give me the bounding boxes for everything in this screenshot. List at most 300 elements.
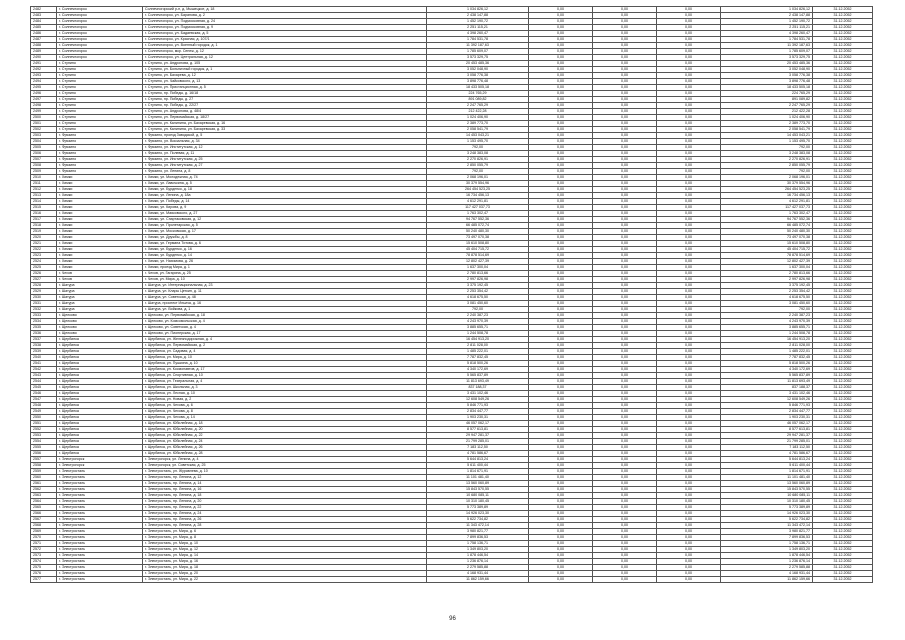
col7-cell: 0,00 [657, 463, 721, 469]
col6-cell: 0,00 [593, 277, 657, 283]
row-number-cell: 2540 [31, 355, 57, 361]
total-cell: 11 343 472,14 [721, 523, 813, 529]
col6-cell: 0,00 [593, 319, 657, 325]
col6-cell: 0,00 [593, 145, 657, 151]
date-cell: 31.12.2052 [813, 517, 873, 523]
col7-cell: 0,00 [657, 193, 721, 199]
col5-cell: 0,00 [529, 37, 593, 43]
col6-cell: 0,00 [593, 517, 657, 523]
address-cell: г. Химки, ул. Лавочкина, д. 5 [143, 181, 427, 187]
col6-cell: 0,00 [593, 253, 657, 259]
col6-cell: 0,00 [593, 559, 657, 565]
municipality-cell: г. Ступино [57, 73, 143, 79]
amount-cell: 2 068 196,01 [427, 175, 529, 181]
date-cell: 31.12.2052 [813, 445, 873, 451]
amount-cell: 2 834 447,77 [427, 409, 529, 415]
col7-cell: 0,00 [657, 505, 721, 511]
col5-cell: 0,00 [529, 355, 593, 361]
col6-cell: 0,00 [593, 457, 657, 463]
date-cell: 31.12.2052 [813, 457, 873, 463]
col7-cell: 0,00 [657, 325, 721, 331]
col5-cell: 0,00 [529, 91, 593, 97]
address-cell: г. Щербинка, ул. Чехова, д. 6 [143, 403, 427, 409]
row-number-cell: 2534 [31, 319, 57, 325]
municipality-cell: г. Щербинка [57, 421, 143, 427]
col7-cell: 0,00 [657, 19, 721, 25]
total-cell: 1 452 190,72 [721, 19, 813, 25]
col6-cell: 0,00 [593, 37, 657, 43]
row-number-cell: 2541 [31, 361, 57, 367]
col5-cell: 0,00 [529, 67, 593, 73]
total-cell: 12 608 549,26 [721, 397, 813, 403]
municipality-cell: г. Шатура [57, 289, 143, 295]
row-number-cell: 2562 [31, 487, 57, 493]
col6-cell: 0,00 [593, 229, 657, 235]
total-cell: 2 438 147,88 [721, 13, 813, 19]
col5-cell: 0,00 [529, 277, 593, 283]
address-cell: г. Фрязино, ул. Институтская, д. 12 [143, 145, 427, 151]
total-cell: 3 052 048,90 [721, 67, 813, 73]
date-cell: 31.12.2052 [813, 271, 873, 277]
date-cell: 31.12.2052 [813, 403, 873, 409]
total-cell: 891 089,82 [721, 97, 813, 103]
col5-cell: 0,00 [529, 145, 593, 151]
total-cell: 1 244 508,78 [721, 331, 813, 337]
municipality-cell: г. Ступино [57, 91, 143, 97]
amount-cell: 4 168 931,44 [427, 571, 529, 577]
row-number-cell: 2496 [31, 91, 57, 97]
row-number-cell: 2518 [31, 223, 57, 229]
col6-cell: 0,00 [593, 169, 657, 175]
date-cell: 31.12.2052 [813, 493, 873, 499]
municipality-cell: г. Щербинка [57, 343, 143, 349]
municipality-cell: г. Щербинка [57, 361, 143, 367]
row-number-cell: 2558 [31, 463, 57, 469]
date-cell: 31.12.2052 [813, 193, 873, 199]
date-cell: 31.12.2052 [813, 175, 873, 181]
amount-cell: 2 811 028,00 [427, 343, 529, 349]
date-cell: 31.12.2052 [813, 499, 873, 505]
row-number-cell: 2488 [31, 43, 57, 49]
total-cell: 29 947 281,37 [721, 433, 813, 439]
address-cell: г. Ступино, пр. Победы, д. 16/18 [143, 91, 427, 97]
total-cell: 3 431 102,46 [721, 391, 813, 397]
date-cell: 31.12.2052 [813, 559, 873, 565]
row-number-cell: 2556 [31, 451, 57, 457]
total-cell: 2 811 028,00 [721, 343, 813, 349]
municipality-cell: г. Ступино [57, 79, 143, 85]
col5-cell: 0,00 [529, 7, 593, 13]
amount-cell: 10 680 085,11 [427, 493, 529, 499]
col5-cell: 0,00 [529, 505, 593, 511]
col5-cell: 0,00 [529, 487, 593, 493]
col7-cell: 0,00 [657, 55, 721, 61]
total-cell: 2 997 826,98 [721, 277, 813, 283]
municipality-cell: г. Электросталь [57, 523, 143, 529]
col6-cell: 0,00 [593, 349, 657, 355]
amount-cell: 3 898 776,48 [427, 79, 529, 85]
col5-cell: 0,00 [529, 517, 593, 523]
amount-cell: 14 926 023,30 [427, 511, 529, 517]
amount-cell: 3 248 383,08 [427, 151, 529, 157]
address-cell: г. Щербинка, ул. Первомайская, д. 2 [143, 343, 427, 349]
col5-cell: 0,00 [529, 217, 593, 223]
address-cell: г. Химки, ул. Бурденко, д. 14 [143, 253, 427, 259]
amount-cell: 4 781 586,67 [427, 451, 529, 457]
address-cell: г. Электросталь, ул. Мира, д. 14 [143, 553, 427, 559]
col5-cell: 0,00 [529, 13, 593, 19]
col5-cell: 0,00 [529, 295, 593, 301]
col6-cell: 0,00 [593, 439, 657, 445]
amount-cell: 3 980 821,77 [427, 529, 529, 535]
date-cell: 31.12.2052 [813, 511, 873, 517]
address-cell: г. Электросталь, ул. Журавлева, д. 10 [143, 469, 427, 475]
col6-cell: 0,00 [593, 415, 657, 421]
row-number-cell: 2530 [31, 295, 57, 301]
municipality-cell: г. Солнечногорск [57, 25, 143, 31]
municipality-cell: г. Щербинка [57, 403, 143, 409]
row-number-cell: 2576 [31, 571, 57, 577]
col7-cell: 0,00 [657, 247, 721, 253]
total-cell: 5 565 837,89 [721, 373, 813, 379]
amount-cell: 46 057 062,17 [427, 421, 529, 427]
date-cell: 31.12.2052 [813, 385, 873, 391]
col7-cell: 0,00 [657, 307, 721, 313]
date-cell: 31.12.2052 [813, 151, 873, 157]
date-cell: 31.12.2052 [813, 223, 873, 229]
municipality-cell: г. Ступино [57, 127, 143, 133]
amount-cell: 4 340 172,69 [427, 367, 529, 373]
col6-cell: 0,00 [593, 199, 657, 205]
col5-cell: 0,00 [529, 349, 593, 355]
col7-cell: 0,00 [657, 391, 721, 397]
col7-cell: 0,00 [657, 115, 721, 121]
row-number-cell: 2535 [31, 325, 57, 331]
col5-cell: 0,00 [529, 319, 593, 325]
col7-cell: 0,00 [657, 523, 721, 529]
address-cell: г. Щербинка, ул. Чехова, д. 14 [143, 415, 427, 421]
date-cell: 31.12.2052 [813, 469, 873, 475]
address-cell: г. Солнечногорск, ул. Красная, д. 107/1 [143, 37, 427, 43]
col5-cell: 0,00 [529, 445, 593, 451]
amount-cell: 837 188,37 [427, 385, 529, 391]
col7-cell: 0,00 [657, 49, 721, 55]
col7-cell: 0,00 [657, 445, 721, 451]
row-number-cell: 2566 [31, 511, 57, 517]
col5-cell: 0,00 [529, 493, 593, 499]
col6-cell: 0,00 [593, 433, 657, 439]
total-cell: 3 980 821,77 [721, 529, 813, 535]
col6-cell: 0,00 [593, 565, 657, 571]
row-number-cell: 2572 [31, 547, 57, 553]
municipality-cell: г. Электросталь [57, 517, 143, 523]
col6-cell: 0,00 [593, 307, 657, 313]
row-number-cell: 2487 [31, 37, 57, 43]
municipality-cell: г. Ступино [57, 97, 143, 103]
col7-cell: 0,00 [657, 397, 721, 403]
amount-cell: 29 947 281,37 [427, 433, 529, 439]
row-number-cell: 2506 [31, 151, 57, 157]
amount-cell: 73 497 070,38 [427, 235, 529, 241]
row-number-cell: 2517 [31, 217, 57, 223]
address-cell: г. Ступино, ул. Чайковского, д. 13 [143, 79, 427, 85]
col5-cell: 0,00 [529, 331, 593, 337]
col5-cell: 0,00 [529, 43, 593, 49]
municipality-cell: г. Химки [57, 229, 143, 235]
total-cell: 117 427 037,73 [721, 205, 813, 211]
address-cell: г. Шатура, ул. Войкова, д. 1 [143, 307, 427, 313]
municipality-cell: г. Электросталь [57, 571, 143, 577]
date-cell: 31.12.2052 [813, 535, 873, 541]
col7-cell: 0,00 [657, 7, 721, 13]
total-cell: 3 081 450,60 [721, 301, 813, 307]
amount-cell: 11 862 159,66 [427, 577, 529, 583]
address-cell: г. Щелково, ул. Пионерская, д. 17 [143, 331, 427, 337]
amount-cell: 7 183 112,50 [427, 445, 529, 451]
col5-cell: 0,00 [529, 31, 593, 37]
col6-cell: 0,00 [593, 67, 657, 73]
col6-cell: 0,00 [593, 373, 657, 379]
municipality-cell: г. Электросталь [57, 469, 143, 475]
col5-cell: 0,00 [529, 115, 593, 121]
municipality-cell: г. Электросталь [57, 541, 143, 547]
date-cell: 31.12.2052 [813, 433, 873, 439]
col6-cell: 0,00 [593, 577, 657, 583]
col6-cell: 0,00 [593, 187, 657, 193]
address-cell: г. Солнечногорск, ул. Бадаевская, д. 5 [143, 31, 427, 37]
col6-cell: 0,00 [593, 571, 657, 577]
municipality-cell: г. Шатура [57, 295, 143, 301]
col7-cell: 0,00 [657, 181, 721, 187]
col5-cell: 0,00 [529, 409, 593, 415]
municipality-cell: г. Ступино [57, 115, 143, 121]
total-cell: 4 243 970,39 [721, 319, 813, 325]
row-number-cell: 2536 [31, 331, 57, 337]
col7-cell: 0,00 [657, 295, 721, 301]
total-cell: 1 236 876,14 [721, 559, 813, 565]
col6-cell: 0,00 [593, 283, 657, 289]
row-number-cell: 2570 [31, 535, 57, 541]
municipality-cell: г. Щербинка [57, 391, 143, 397]
amount-cell: 2 389 773,70 [427, 121, 529, 127]
row-number-cell: 2493 [31, 73, 57, 79]
address-cell: г. Химки, ул. Ленина, д. 18а [143, 193, 427, 199]
col5-cell: 0,00 [529, 403, 593, 409]
address-cell: г. Щербинка, ул. Садовая, д. 4 [143, 349, 427, 355]
row-number-cell: 2575 [31, 565, 57, 571]
row-number-cell: 2491 [31, 61, 57, 67]
col6-cell: 0,00 [593, 241, 657, 247]
date-cell: 31.12.2052 [813, 283, 873, 289]
col6-cell: 0,00 [593, 61, 657, 67]
col7-cell: 0,00 [657, 259, 721, 265]
col6-cell: 0,00 [593, 535, 657, 541]
col5-cell: 0,00 [529, 289, 593, 295]
amount-cell: 4 612 291,81 [427, 199, 529, 205]
total-cell: 3 885 655,71 [721, 325, 813, 331]
amount-cell: 15 610 508,80 [427, 241, 529, 247]
row-number-cell: 2485 [31, 25, 57, 31]
municipality-cell: г. Щербинка [57, 367, 143, 373]
row-number-cell: 2516 [31, 211, 57, 217]
col5-cell: 0,00 [529, 109, 593, 115]
total-cell: 11 813 693,49 [721, 379, 813, 385]
date-cell: 31.12.2052 [813, 325, 873, 331]
address-cell: г. Щербинка, ул. Железнодорожная, д. 4 [143, 337, 427, 343]
address-cell: г. Ступино, ул. Андропова, д. 48/4 [143, 109, 427, 115]
total-cell: 3 573 329,75 [721, 55, 813, 61]
total-cell: 73 497 070,38 [721, 235, 813, 241]
amount-cell: 4 618 675,50 [427, 295, 529, 301]
col6-cell: 0,00 [593, 97, 657, 103]
col7-cell: 0,00 [657, 457, 721, 463]
amount-cell: 2 251 115,21 [427, 25, 529, 31]
address-cell: г. Щербинка, ул. Новая, д. 2 [143, 397, 427, 403]
amount-cell: 3 058 776,38 [427, 73, 529, 79]
row-number-cell: 2523 [31, 253, 57, 259]
col5-cell: 0,00 [529, 307, 593, 313]
col6-cell: 0,00 [593, 427, 657, 433]
row-number-cell: 2492 [31, 67, 57, 73]
address-cell: г. Химки, проезд Мира, д. 1 [143, 265, 427, 271]
municipality-cell: г. Шатура [57, 301, 143, 307]
total-cell: 3 248 383,08 [721, 151, 813, 157]
total-cell: 1 903 230,31 [721, 415, 813, 421]
col6-cell: 0,00 [593, 313, 657, 319]
col7-cell: 0,00 [657, 73, 721, 79]
col6-cell: 0,00 [593, 163, 657, 169]
date-cell: 31.12.2052 [813, 7, 873, 13]
col6-cell: 0,00 [593, 175, 657, 181]
total-cell: 11 862 159,66 [721, 577, 813, 583]
row-number-cell: 2501 [31, 121, 57, 127]
col5-cell: 0,00 [529, 85, 593, 91]
municipality-cell: г. Щелково [57, 319, 143, 325]
row-number-cell: 2512 [31, 187, 57, 193]
col7-cell: 0,00 [657, 517, 721, 523]
col7-cell: 0,00 [657, 565, 721, 571]
date-cell: 31.12.2052 [813, 133, 873, 139]
address-cell: г. Щелково, ул. Советская, д. 4 [143, 325, 427, 331]
col6-cell: 0,00 [593, 499, 657, 505]
amount-cell: 3 052 048,90 [427, 67, 529, 73]
municipality-cell: г. Щербинка [57, 355, 143, 361]
address-cell: г. Щербинка, ул. Юбилейная, д. 22 [143, 433, 427, 439]
amount-cell: 2 850 055,79 [427, 163, 529, 169]
col7-cell: 0,00 [657, 337, 721, 343]
address-cell: г. Электросталь, ул. Мира, д. 6 [143, 529, 427, 535]
total-cell: 5 644 813,24 [721, 457, 813, 463]
address-cell: г. Щербинка, ул. Юбилейная, д. 18 [143, 421, 427, 427]
row-number-cell: 2522 [31, 247, 57, 253]
date-cell: 31.12.2052 [813, 505, 873, 511]
municipality-cell: г. Щербинка [57, 445, 143, 451]
municipality-cell: г. Фрязино [57, 157, 143, 163]
address-cell: г. Ступино, пр. Победы, д. 27 [143, 97, 427, 103]
municipality-cell: г. Шатура [57, 283, 143, 289]
total-cell: 4 340 172,69 [721, 367, 813, 373]
municipality-cell: г. Химки [57, 259, 143, 265]
total-cell: 792,00 [721, 169, 813, 175]
address-cell: г. Электрогорск, ул. Советская, д. 25 [143, 463, 427, 469]
municipality-cell: г. Щербинка [57, 439, 143, 445]
col6-cell: 0,00 [593, 355, 657, 361]
amount-cell: 11 343 472,14 [427, 523, 529, 529]
amount-cell: 1 452 190,72 [427, 19, 529, 25]
col5-cell: 0,00 [529, 283, 593, 289]
col5-cell: 0,00 [529, 265, 593, 271]
col6-cell: 0,00 [593, 469, 657, 475]
total-cell: 1 637 300,04 [721, 265, 813, 271]
address-cell: г. Солнечногорск, ул. Баранова, д. 2 [143, 13, 427, 19]
col7-cell: 0,00 [657, 511, 721, 517]
row-number-cell: 2527 [31, 277, 57, 283]
col6-cell: 0,00 [593, 475, 657, 481]
col5-cell: 0,00 [529, 151, 593, 157]
date-cell: 31.12.2052 [813, 295, 873, 301]
address-cell: г. Ступино, ул. Первомайская, д. 18/27 [143, 115, 427, 121]
date-cell: 31.12.2052 [813, 49, 873, 55]
col6-cell: 0,00 [593, 361, 657, 367]
col6-cell: 0,00 [593, 157, 657, 163]
row-number-cell: 2519 [31, 229, 57, 235]
municipality-cell: г. Химки [57, 265, 143, 271]
municipality-cell: г. Ступино [57, 103, 143, 109]
amount-cell: 1 153 495,70 [427, 139, 529, 145]
row-number-cell: 2571 [31, 541, 57, 547]
address-cell: г. Химки, ул. Нахимова, д. 26 [143, 259, 427, 265]
municipality-cell: г. Щербинка [57, 415, 143, 421]
amount-cell: 1 903 230,31 [427, 415, 529, 421]
amount-cell: 8 577 613,81 [427, 427, 529, 433]
date-cell: 31.12.2052 [813, 127, 873, 133]
total-cell: 5 622 734,82 [721, 517, 813, 523]
municipality-cell: г. Электросталь [57, 553, 143, 559]
col6-cell: 0,00 [593, 343, 657, 349]
date-cell: 31.12.2052 [813, 97, 873, 103]
address-cell: г. Электросталь, пр. Ленина, д. 24 [143, 511, 427, 517]
municipality-cell: г. Фрязино [57, 163, 143, 169]
municipality-cell: г. Щербинка [57, 451, 143, 457]
amount-cell: 2 270 826,91 [427, 157, 529, 163]
address-cell: г. Химки, ул. Дружбы, д. 8 [143, 235, 427, 241]
col7-cell: 0,00 [657, 85, 721, 91]
address-cell: г. Шатура, ул. Советская, д. 48 [143, 295, 427, 301]
date-cell: 31.12.2052 [813, 115, 873, 121]
col6-cell: 0,00 [593, 451, 657, 457]
col6-cell: 0,00 [593, 367, 657, 373]
col5-cell: 0,00 [529, 547, 593, 553]
col6-cell: 0,00 [593, 235, 657, 241]
municipality-cell: г. Электросталь [57, 529, 143, 535]
row-number-cell: 2486 [31, 31, 57, 37]
amount-cell: 3 431 102,46 [427, 391, 529, 397]
col7-cell: 0,00 [657, 421, 721, 427]
municipality-cell: г. Химки [57, 205, 143, 211]
col6-cell: 0,00 [593, 301, 657, 307]
total-cell: 2 850 055,79 [721, 163, 813, 169]
row-number-cell: 2538 [31, 343, 57, 349]
address-cell: г. Ступино, ул. Пристанционная, д. 5 [143, 85, 427, 91]
col6-cell: 0,00 [593, 181, 657, 187]
row-number-cell: 2560 [31, 475, 57, 481]
col6-cell: 0,00 [593, 481, 657, 487]
total-cell: 16 734 456,13 [721, 193, 813, 199]
col6-cell: 0,00 [593, 43, 657, 49]
col7-cell: 0,00 [657, 175, 721, 181]
col7-cell: 0,00 [657, 211, 721, 217]
col7-cell: 0,00 [657, 493, 721, 499]
